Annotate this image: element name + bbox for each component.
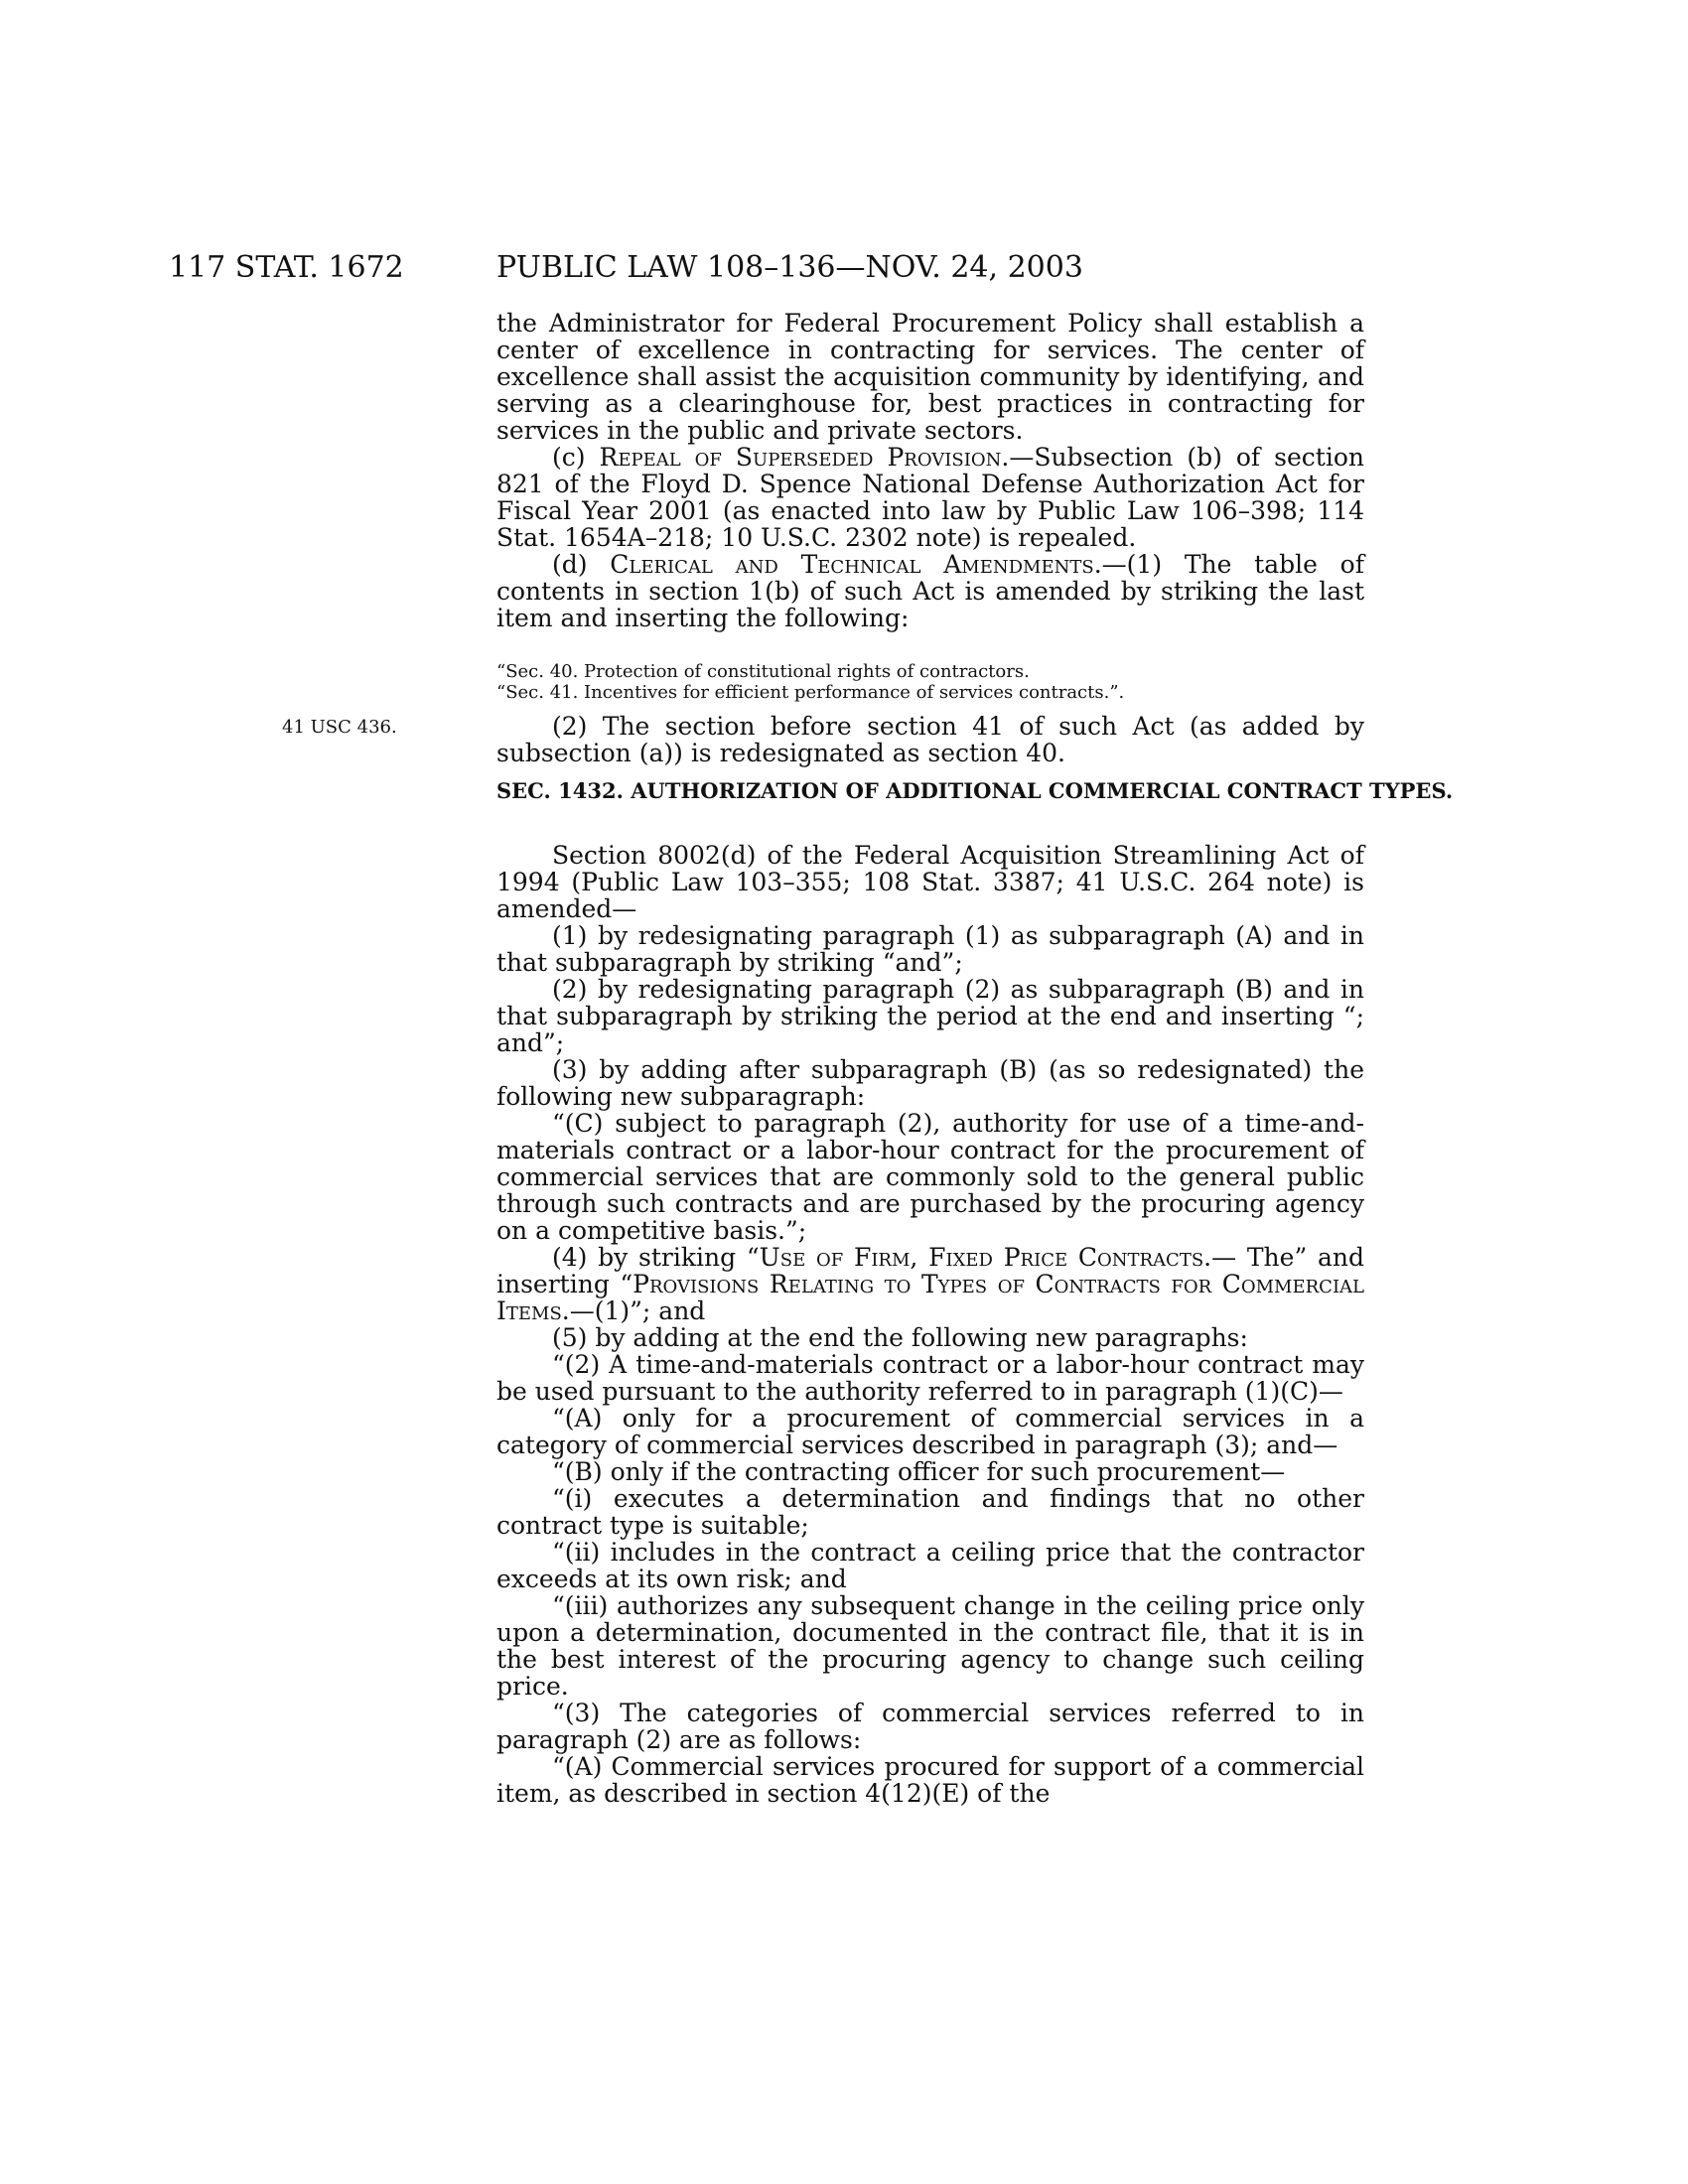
stat-citation: 117 STAT. 1672 (169, 250, 404, 285)
public-law-citation: PUBLIC LAW 108–136—NOV. 24, 2003 (496, 250, 1083, 285)
item4-text: —(1)”; and (569, 1297, 706, 1325)
margin-note-usc: 41 USC 436. (282, 717, 397, 738)
quoted-subparagraph-3a: “(A) Commercial services procured for support of a commercial item, as described in section 4(12)(E) of the (496, 1752, 1364, 1808)
toc-item: “Sec. 41. Incentives for efficient performance of services contracts.”. (496, 682, 1125, 703)
amendment-item-4 (496, 1244, 1364, 1324)
table-of-contents-insert (496, 661, 1364, 703)
paragraph-center-of-excellence: the Administrator for Federal Procurement Policy shall establish a center of excellence in contracting for services. The center of excellence shall assist the acquisition community by identifying, and serving as a clearinghouse for, best practices in contracting for services in the public and private sectors. (496, 309, 1364, 445)
quoted-clause-2b-ii: “(ii) includes in the contract a ceiling price that the contractor exceeds at its own risk; and (496, 1538, 1364, 1593)
quoted-subparagraph-2b: “(B) only if the contracting officer for such procurement— (552, 1457, 1286, 1486)
quoted-paragraph-3: “(3) The categories of commercial services referred to in paragraph (2) are as follows: (496, 1699, 1364, 1754)
quoted-subparagraph-c: “(C) subject to paragraph (2), authority for use of a time-and-materials contract or a labor-hour contract for the procurement of commercial services that are commonly sold to the general public through such contracts and are purchased by the procuring agency on a competitive basis.”; (496, 1109, 1364, 1245)
toc-item: “Sec. 40. Protection of constitutional rights of contractors. (496, 661, 1030, 682)
para-c-prefix: (c) (552, 443, 600, 472)
para-c-caption: Repeal of Superseded Provision. (599, 443, 1010, 472)
item4-text: — The” and inserting “ (496, 1243, 1364, 1298)
text-block-top (496, 310, 1364, 631)
quoted-subparagraph-2a: “(A) only for a procurement of commercial services in a category of commercial services described in paragraph (3); and— (496, 1404, 1364, 1459)
quoted-clause-2b-iii: “(iii) authorizes any subsequent change in the ceiling price only upon a determination, documented in the contract file, that it is in the best interest of the procuring agency to change such ceiling price. (496, 1591, 1364, 1701)
amendment-item-5: (5) by adding at the end the following new paragraphs: (552, 1323, 1248, 1352)
quoted-clause-2b-i: “(i) executes a determination and findings that no other contract type is suitable; (496, 1484, 1364, 1540)
section-heading: SEC. 1432. AUTHORIZATION OF ADDITIONAL COMMERCIAL CONTRACT TYPES. (496, 778, 1454, 803)
paragraph-d2: (2) The section before section 41 of such Act (as added by subsection (a)) is redesignated as section 40. (496, 712, 1364, 767)
quoted-paragraph-2: “(2) A time-and-materials contract or a labor-hour contract may be used pursuant to the authority referred to in paragraph (1)(C)— (496, 1350, 1364, 1406)
para-c-body: —Subsection (b) of section 821 of the Floyd D. Spence National Defense Authorization Act for Fiscal Year 2001 (as enacted into law by Public Law 106–398; 114 Stat. 1654A–218; 10 U.S.C. 2302 note) is repealed. (496, 443, 1364, 552)
paragraph-c (496, 444, 1364, 551)
amendment-item-3: (3) by adding after subparagraph (B) (as so redesignated) the following new subparagraph: (496, 1055, 1364, 1111)
para-d-prefix: (d) (552, 550, 611, 579)
text-block-main (496, 842, 1364, 1807)
text-block-d2 (496, 713, 1364, 766)
page-header (0, 250, 1688, 290)
para-d-body: —(1) The table of contents in section 1(b) of such Act is amended by striking the last item and inserting the following: (496, 550, 1364, 632)
section-intro: Section 8002(d) of the Federal Acquisition Streamlining Act of 1994 (Public Law 103–355; 108 Stat. 3387; 41 U.S.C. 264 note) is amended— (496, 841, 1364, 923)
item4-old-caption: Use of Firm, Fixed Price Contracts. (759, 1243, 1212, 1272)
item4-text: (4) by striking “ (552, 1243, 760, 1272)
paragraph-d (496, 551, 1364, 631)
para-d-caption: Clerical and Technical Amendments. (610, 550, 1102, 579)
item4-new-caption: Provisions Relating to Types of Contracts for Commercial Items. (496, 1270, 1365, 1325)
amendment-item-2: (2) by redesignating paragraph (2) as subparagraph (B) and in that subparagraph by striking the period at the end and inserting “; and”; (496, 975, 1364, 1057)
amendment-item-1: (1) by redesignating paragraph (1) as subparagraph (A) and in that subparagraph by striking “and”; (496, 921, 1364, 977)
